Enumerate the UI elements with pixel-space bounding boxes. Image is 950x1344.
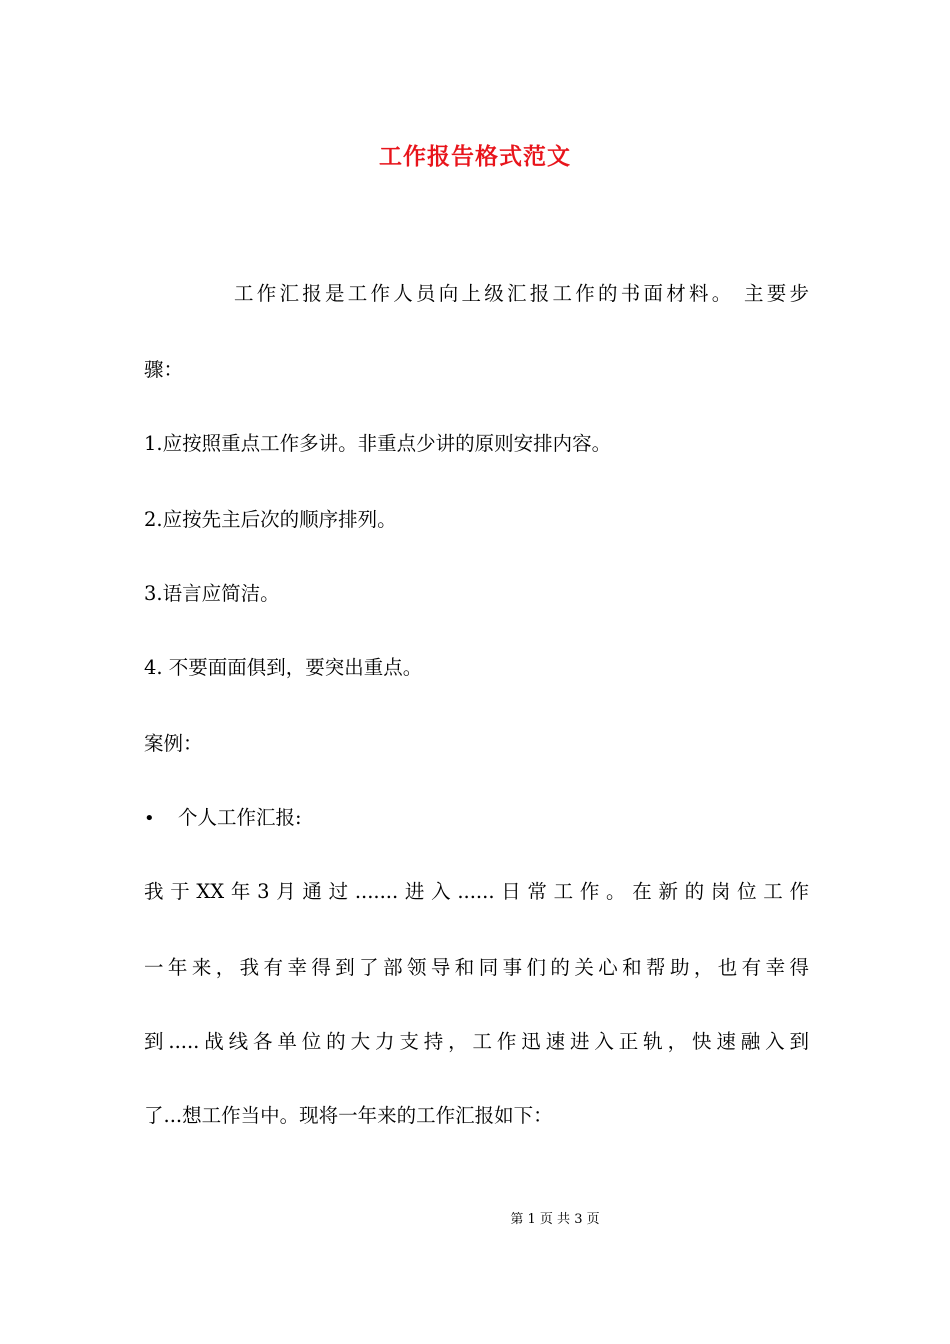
paragraph-line-1: 我于XX年3月通过.......进入......日常工作。在新的岗位工作 [144,880,809,903]
bullet-icon: • [144,808,155,829]
document-title: 工作报告格式范文 [379,143,571,170]
step-item-3: 3.语言应简洁。 [144,582,280,605]
step-item-1: 1.应按照重点工作多讲。非重点少讲的原则安排内容。 [144,432,612,455]
intro-line-1: 工作汇报是工作人员向上级汇报工作的书面材料。 主要步 [234,282,809,305]
case-label: 案例： [144,732,203,755]
paragraph-line-3: 到.....战线各单位的大力支持，工作迅速进入正轨，快速融入到 [144,1030,809,1053]
bullet-item-text: 个人工作汇报: [178,806,302,829]
paragraph-line-4: 了...想工作当中。现将一年来的工作汇报如下： [144,1104,553,1127]
bullet-list-item [144,780,302,857]
intro-line-2: 骤： [144,358,184,381]
page-number-footer: 第 1 页 共 3 页 [510,1212,600,1227]
step-item-2: 2.应按先主后次的顺序排列。 [144,508,397,531]
paragraph-line-2: 一年来，我有幸得到了部领导和同事们的关心和帮助，也有幸得 [144,956,809,979]
step-item-4: 4. 不要面面俱到，要突出重点。 [144,656,423,679]
